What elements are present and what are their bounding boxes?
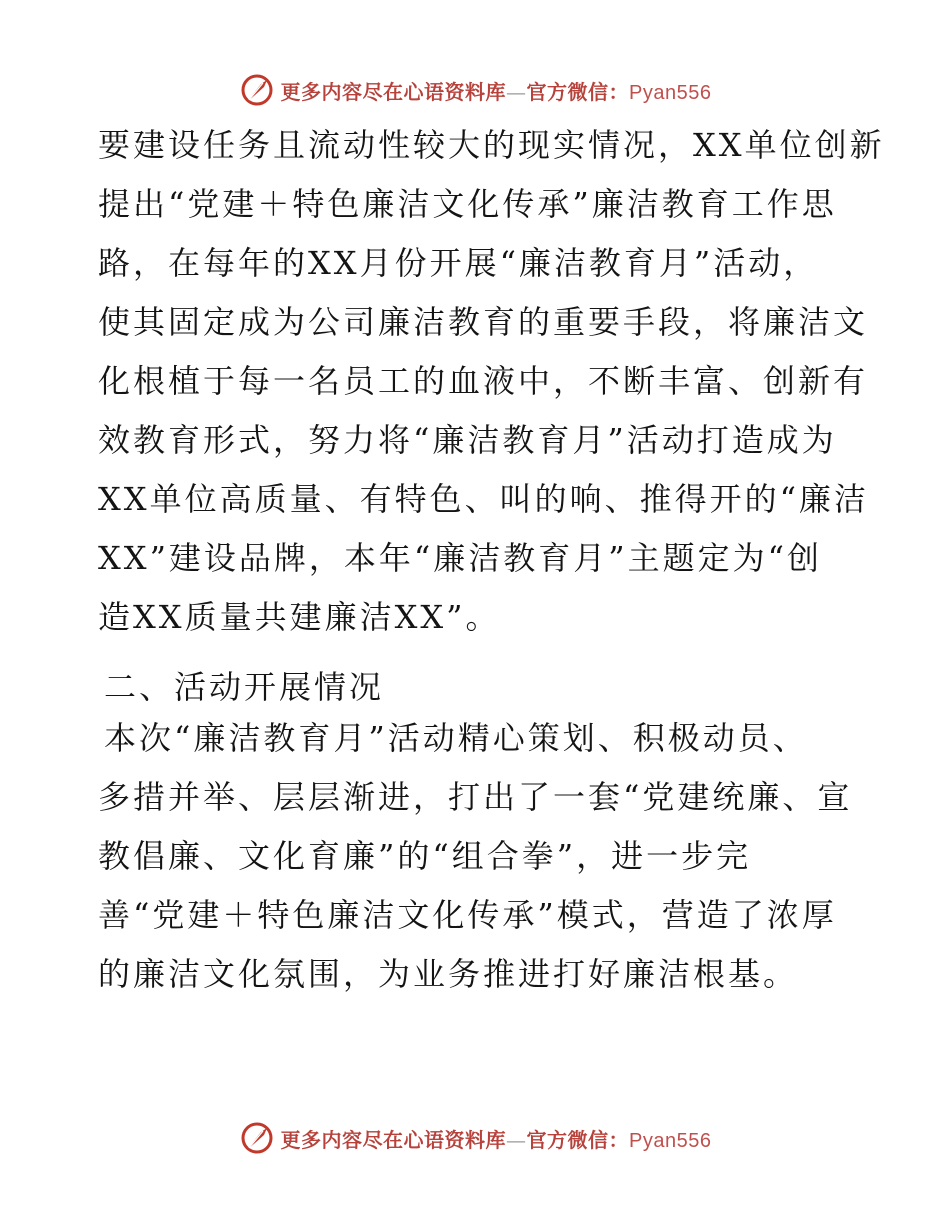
quill-logo-icon (239, 1120, 275, 1156)
text-line: 造XX质量共建廉洁XX”。 (98, 598, 501, 636)
footer-banner (0, 1118, 950, 1158)
text-line: 效教育形式，努力将“廉洁教育月”活动打造成为 (98, 421, 837, 459)
text-line: XX单位高质量、有特色、叫的响、推得开的“廉洁 (98, 480, 869, 518)
text-line: 善“党建＋特色廉洁文化传承”模式，营造了浓厚 (98, 896, 837, 934)
banner-wechat-id: Pyan556 (629, 81, 712, 104)
banner-text (281, 1124, 712, 1153)
banner-text (281, 76, 712, 105)
text-line: 教倡廉、文化育廉”的“组合拳”，进一步完 (98, 837, 752, 875)
text-line: 路，在每年的XX月份开展“廉洁教育月”活动， (98, 244, 819, 282)
banner-site-name: 更多内容尽在心语资料库 (280, 79, 507, 104)
banner-wechat-id: Pyan556 (629, 1129, 712, 1152)
text-line: 使其固定成为公司廉洁教育的重要手段，将廉洁文 (98, 303, 869, 341)
banner-wechat-label: 官方微信： (526, 1127, 630, 1152)
text-line: 提出“党建＋特色廉洁文化传承”廉洁教育工作思 (98, 185, 837, 223)
paragraph-2 (98, 709, 878, 1004)
text-line: 化根植于每一名员工的血液中，不断丰富、创新有 (98, 362, 869, 400)
quill-logo-icon (239, 72, 275, 108)
text-line: 多措并举、层层渐进，打出了一套“党建统廉、宣 (98, 778, 853, 816)
banner-separator: — (506, 1127, 527, 1152)
section-heading-text: 二、活动开展情况 (104, 668, 385, 706)
text-line: 的廉洁文化氛围，为业务推进打好廉洁根基。 (98, 955, 799, 993)
text-line: 要建设任务且流动性较大的现实情况，XX单位创新 (98, 126, 885, 164)
text-line: XX”建设品牌，本年“廉洁教育月”主题定为“创 (98, 539, 823, 577)
banner-wechat-label: 官方微信： (526, 79, 630, 104)
paragraph-1 (98, 116, 885, 647)
header-banner (0, 70, 950, 110)
banner-separator: — (506, 79, 527, 104)
banner-site-name: 更多内容尽在心语资料库 (280, 1127, 507, 1152)
text-line: 本次“廉洁教育月”活动精心策划、积极动员、 (104, 719, 808, 757)
